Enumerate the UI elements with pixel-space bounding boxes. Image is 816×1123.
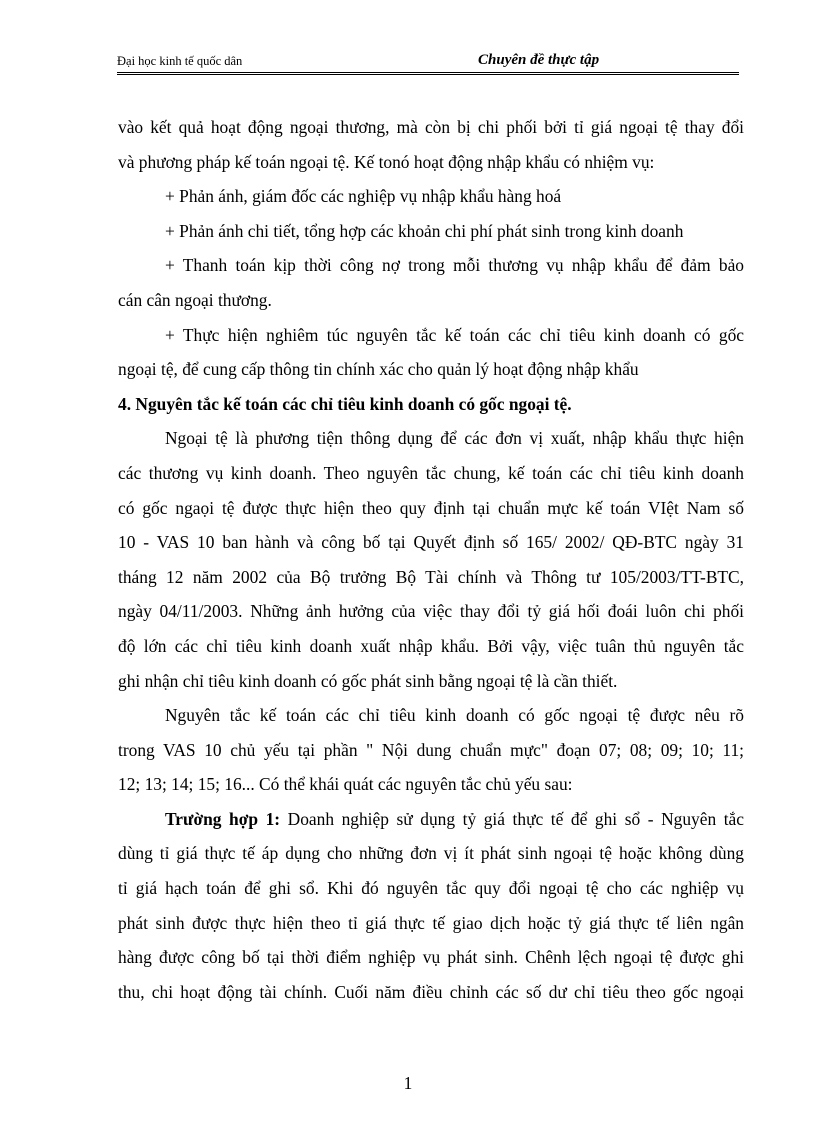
header-document-title: Chuyên đề thực tập (478, 52, 600, 68)
text-line: 10 - VAS 10 ban hành và công bố tại Quyết định số 165/ 2002/ QĐ-BTC ngày 31 (118, 532, 744, 553)
case-text: Doanh nghiệp sử dụng tỷ giá thực tế để ghi sổ - Nguyên tắc (287, 808, 744, 829)
text-line: ghi nhận chỉ tiêu kinh doanh có gốc phát sinh bằng ngoại tệ là cần thiết. (118, 670, 618, 691)
bullet-item: + Phản ánh, giám đốc các nghiệp vụ nhập khẩu hàng hoá (165, 186, 562, 207)
text-line: tháng 12 năm 2002 của Bộ trưởng Bộ Tài chính và Thông tư 105/2003/TT-BTC, (118, 566, 744, 587)
text-line: cán cân ngoại thương. (118, 289, 272, 310)
page-header (117, 50, 739, 74)
header-university: Đại học kinh tế quốc dân (117, 54, 243, 68)
text-line: và phương pháp kế toán ngoại tệ. Kế tonó hoạt động nhập khẩu có nhiệm vụ: (118, 151, 655, 172)
text-line: dùng tỉ giá thực tế áp dụng cho những đơn vị ít phát sinh ngoại tệ hoặc không dùng (118, 843, 744, 864)
text-line: 12; 13; 14; 15; 16... Có thể khái quát các nguyên tắc chủ yếu sau: (118, 774, 573, 795)
text-line: thu, chi hoạt động tài chính. Cuối năm điều chỉnh các số dư chỉ tiêu theo gốc ngoại (118, 981, 744, 1002)
text-line (118, 802, 744, 837)
text-line: ngày 04/11/2003. Những ảnh hưởng của việc thay đổi tỷ giá hối đoái luôn chi phối (118, 601, 744, 622)
text-line: có gốc ngaọi tệ được thực hiện theo quy định tại chuẩn mực kế toán VIệt Nam số (118, 497, 744, 518)
header-rule (117, 72, 739, 78)
bullet-item: + Thực hiện nghiêm túc nguyên tắc kế toán các chỉ tiêu kinh doanh có gốc (165, 324, 744, 345)
text-line: độ lớn các chỉ tiêu kinh doanh xuất nhập khẩu. Bởi vậy, việc tuân thủ nguyên tắc (118, 635, 744, 656)
text-line: tỉ giá hạch toán để ghi sổ. Khi đó nguyên tắc quy đổi ngoại tệ cho các nghiệp vụ (118, 878, 744, 899)
bullet-item: + Phản ánh chi tiết, tổng hợp các khoản chi phí phát sinh trong kinh doanh (165, 220, 684, 241)
document-body (118, 110, 744, 1009)
text-line: trong VAS 10 chủ yếu tại phần " Nội dung chuẩn mực" đoạn 07; 08; 09; 10; 11; (118, 739, 744, 760)
text-line: Nguyên tắc kế toán các chỉ tiêu kinh doanh có gốc ngoại tệ được nêu rõ (165, 705, 744, 726)
text-line: vào kết quả hoạt động ngoại thương, mà còn bị chi phối bởi tỉ giá ngoại tệ thay đổi (118, 117, 744, 137)
text-line: các thương vụ kinh doanh. Theo nguyên tắc chung, kế toán các chỉ tiêu kinh doanh (118, 462, 744, 483)
text-line: ngoại tệ, để cung cấp thông tin chính xác cho quản lý hoạt động nhập khẩu (118, 359, 639, 380)
bullet-item: + Thanh toán kịp thời công nợ trong mỗi thương vụ nhập khẩu để đảm bảo (165, 255, 744, 276)
text-line: Ngoại tệ là phương tiện thông dụng để các đơn vị xuất, nhập khẩu thực hiện (165, 428, 744, 449)
page-number: 1 (403, 1073, 413, 1093)
text-line: hàng được công bố tại thời điểm nghiệp vụ phát sinh. Chênh lệch ngoại tệ được ghi (118, 947, 744, 968)
case-label: Trường hợp 1: (165, 808, 281, 829)
text-line: phát sinh được thực hiện theo tỉ giá thực tế giao dịch hoặc tỷ giá thực tế liên ngân (118, 912, 744, 933)
section-heading: 4. Nguyên tắc kế toán các chỉ tiêu kinh doanh có gốc ngoại tệ. (118, 393, 572, 414)
